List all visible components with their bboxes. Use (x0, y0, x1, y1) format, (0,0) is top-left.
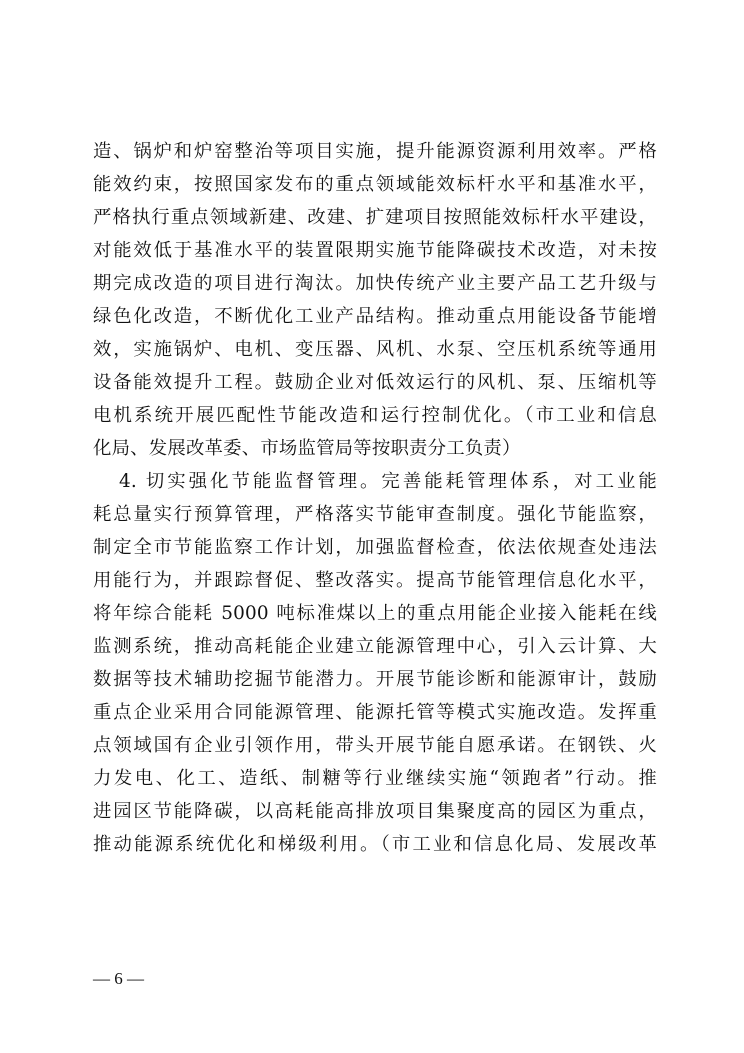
text-line: 电机系统开展匹配性节能改造和运行控制优化。（市工业和信息 (93, 405, 657, 426)
text-line: 推动能源系统优化和梯级利用。（市工业和信息化局、发展改革 (93, 834, 657, 855)
section-heading-line: 4. 切实强化节能监督管理。完善能耗管理体系，对工业能 (119, 471, 657, 492)
text-line: 进园区节能降碳，以高耗能高排放项目集聚度高的园区为重点， (93, 801, 657, 822)
text-line: 设备能效提升工程。鼓励企业对低效运行的风机、泵、压缩机等 (93, 372, 657, 393)
text-line: 将年综合能耗 5000 吨标准煤以上的重点用能企业接入能耗在线 (93, 603, 657, 624)
text-line: 力发电、化工、造纸、制糖等行业继续实施“领跑者”行动。推 (93, 768, 657, 789)
text-line: 数据等技术辅助挖掘节能潜力。开展节能诊断和能源审计，鼓励 (93, 669, 657, 690)
text-line: 制定全市节能监察工作计划，加强监督检查，依法依规查处违法 (93, 537, 657, 558)
text-line: 能效约束，按照国家发布的重点领域能效标杆水平和基准水平， (93, 174, 657, 195)
text-line: 点领域国有企业引领作用，带头开展节能自愿承诺。在钢铁、火 (93, 735, 657, 756)
text-line: 造、锅炉和炉窑整治等项目实施，提升能源资源利用效率。严格 (93, 141, 657, 162)
page-number: — 6 — (93, 969, 144, 988)
text-line: 耗总量实行预算管理，严格落实节能审查制度。强化节能监察， (93, 504, 657, 525)
text-line: 绿色化改造，不断优化工业产品结构。推动重点用能设备节能增 (93, 306, 657, 327)
text-line: 期完成改造的项目进行淘汰。加快传统产业主要产品工艺升级与 (93, 273, 657, 294)
text-line: 严格执行重点领域新建、改建、扩建项目按照能效标杆水平建设， (93, 207, 657, 228)
text-line: 对能效低于基准水平的装置限期实施节能降碳技术改造，对未按 (93, 240, 657, 261)
text-line: 监测系统，推动高耗能企业建立能源管理中心，引入云计算、大 (93, 636, 657, 657)
text-line: 化局、发展改革委、市场监管局等按职责分工负责） (93, 438, 521, 459)
text-line: 效，实施锅炉、电机、变压器、风机、水泵、空压机系统等通用 (93, 339, 657, 360)
text-line: 用能行为，并跟踪督促、整改落实。提高节能管理信息化水平， (93, 570, 657, 591)
text-line: 重点企业采用合同能源管理、能源托管等模式实施改造。发挥重 (93, 702, 657, 723)
